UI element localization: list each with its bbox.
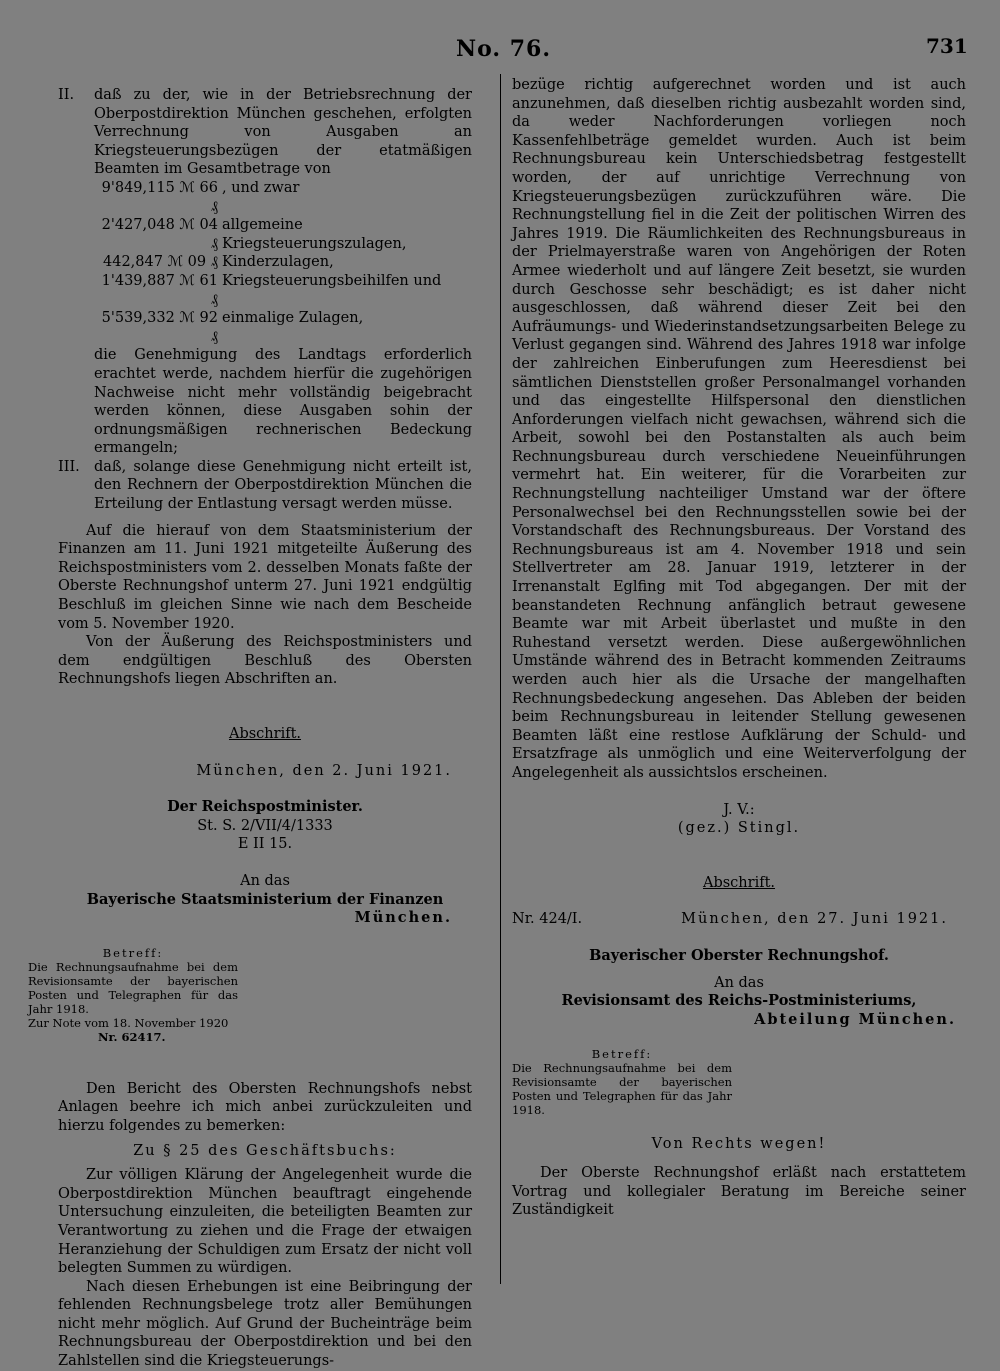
issue-number: No. 76. bbox=[456, 36, 551, 62]
list-text: daß zu der, wie in der Betriebsrechnung der Oberpostdirektion München geschehen, erfolgten Verrechnung von Ausgaben an Kriegsteuerungsbezügen der etatmäßigen Beamten im Gesamtbetrage von bbox=[94, 87, 472, 178]
paragraph: Der Oberste Rechnungshof erläßt nach erstattetem Vortrag und kollegialer Beratung im Bereiche seiner Zuständigkeit bbox=[512, 1164, 966, 1219]
reference-line bbox=[512, 910, 966, 929]
reference-number: St. S. 2/VII/4/1333 bbox=[197, 817, 333, 834]
list-item-3 bbox=[58, 458, 472, 514]
amount-row bbox=[94, 309, 472, 346]
list-number: III. bbox=[58, 458, 80, 475]
left-column bbox=[28, 86, 472, 1371]
salutation: An das bbox=[240, 872, 290, 889]
paragraph: Auf die hierauf von dem Staatsministerium der Finanzen am 11. Juni 1921 mitgeteilte Äußerung des Reichspostministers vom 2. desselben Monats faßte der Oberste Rechnungshof unterm 27. Juni 1921 endgültig Beschluß im gleichen Sinne wie nach dem Bescheide vom 5. November 1920. bbox=[58, 522, 472, 632]
subject-block bbox=[512, 1047, 732, 1117]
list-text-rest: die Genehmigung des Landtags erforderlich erachtet werde, nachdem hierfür die zugehörigen Nachweise nicht mehr vollständig beigebracht werden können, diese Ausgaben sohin der ordnungsmäßigen rechnerischen Bedeckung ermangeln; bbox=[94, 347, 472, 457]
amount-value: 9'849,115 ℳ 66 ₰ bbox=[101, 179, 218, 215]
reference-number: E II 15. bbox=[237, 836, 293, 853]
section-heading: Zu § 25 des Geschäftsbuchs: bbox=[133, 1142, 397, 1159]
list-number: II. bbox=[58, 87, 75, 103]
recipient-city: München. bbox=[354, 909, 452, 927]
note-reference: Zur Note vom 18. November 1920 bbox=[28, 1015, 229, 1030]
paragraph-continued: bezüge richtig aufgerechnet worden und ist auch anzunehmen, daß dieselben richtig ausbezahlt worden sind, da weder Nachforderungen vorliegen noch Kassenfehlbeträge gemeldet wurden. Auch ist beim Rechnungsbureau kein Unterschiedsbetrag festgestellt worden, der auf unrichtige Verrechnung von Kriegsteuerungsbezügen zurückzuführen wäre. Die Rechnungstellung fiel in die Zeit der politischen Wirren des Jahres 1919. Die Räumlichkeiten des Rechnungsbureaus in der Prielmayerstraße waren von Angehörigen der Roten Armee wiederholt und auf längere Zeit besetzt, sie wurden durch Geschosse sehr beschädigt; es ist daher nicht ausgeschlossen, daß während dieser Zeit bei den Aufräumungs- und Wiederinstandsetzungsarbeiten Belege zu Verlust gegangen sind. Während des Jahres 1918 war infolge der zahlreichen Einberufungen zum Heeresdienst bei sämtlichen Dienststellen großer Personalmangel vorhanden und das eingestellte Hilfspersonal den dienstlichen Anforderungen vielfach nicht gewachsen, während sich die Arbeit, sowohl bei den Postanstalten als auch beim Rechnungsbureau durch verschiedene Neueinführungen vermehrt hat. Ein weiterer, für die Vorarbeiten zur Rechnungstellung nachteiliger Umstand war der öftere Personalwechsel bei den Rechnungsstellen sowie bei der Vorstandschaft des Rechnungsbureaus. Der Vorstand des Rechnungsbureaus ist am 4. November 1918 und sein Stellvertreter am 28. Januar 1919, letzterer in der Irrenanstalt Eglfing mit Tod abgegangen. Der mit der beanstandeten Rechnung anfänglich betraut gewesene Beamte war mit Arbeit überlastet und mußte in den Ruhestand versetzt werden. Diese außergewöhnlichen Umstände während des in Betracht kommenden Zeitraums werden auch hier als die Ursache der mangelhaften Rechnungsbedeckung angesehen. Das Ableben der beiden beim Rechnungsbureau in leitender Stellung gewesenen Beamten läßt eine restlose Aufklärung der Schuld- und Ersatzfrage als unmöglich und eine Weiterverfolgung der Angelegenheit als aussichtslos erscheinen. bbox=[512, 77, 966, 781]
subject-label: Betreff: bbox=[591, 1047, 653, 1062]
subject-text: Die Rechnungsaufnahme bei dem Revisionsamte der bayerischen Posten und Telegraphen für das Jahr 1918. bbox=[28, 959, 238, 1016]
signature: (gez.) Stingl. bbox=[677, 820, 801, 837]
subject-label: Betreff: bbox=[102, 945, 164, 960]
amount-text: allgemeine Kriegsteuerungszulagen, bbox=[222, 217, 407, 252]
sender: Bayerischer Oberster Rechnungshof. bbox=[589, 946, 889, 964]
list-text: daß, solange diese Genehmigung nicht erteilt ist, den Rechnern der Oberpostdirektion München die Erteilung der Entlastung versagt werden müsse. bbox=[94, 458, 472, 513]
copy-heading: Abschrift. bbox=[702, 874, 776, 891]
sender: Der Reichspostminister. bbox=[167, 798, 363, 816]
subject-text: Die Rechnungsaufnahme bei dem Revisionsamte der bayerischen Posten und Telegraphen für das Jahr 1918. bbox=[512, 1061, 732, 1118]
amount-value: 2'427,048 ℳ 04 ₰ bbox=[101, 217, 218, 252]
amount-row bbox=[94, 179, 472, 216]
right-column bbox=[512, 76, 966, 1220]
amount-text: , und zwar bbox=[222, 179, 300, 196]
note-number: Nr. 62417. bbox=[98, 1029, 166, 1044]
signature-prefix: J. V.: bbox=[723, 801, 755, 818]
paragraph: Den Bericht des Obersten Rechnungshofs nebst Anlagen beehre ich mich anbei zurückzuleiten und hierzu folgendes zu bemerken: bbox=[58, 1080, 472, 1134]
amount-text: Kinderzulagen, bbox=[222, 254, 334, 271]
column-divider bbox=[500, 74, 501, 1284]
amount-text: Kriegsteuerungsbeihilfen und bbox=[222, 272, 442, 289]
recipient: Revisionsamt des Reichs-Postministeriums, bbox=[561, 992, 917, 1010]
page-number: 731 bbox=[926, 34, 968, 58]
amount-text: einmalige Zulagen, bbox=[222, 310, 364, 327]
recipient: Bayerische Staatsministerium der Finanzen bbox=[86, 890, 444, 908]
letter-date: München, den 27. Juni 1921. bbox=[681, 911, 948, 928]
list-item-2 bbox=[58, 86, 472, 458]
letter-date: München, den 2. Juni 1921. bbox=[196, 762, 452, 779]
amount-value: 1'439,887 ℳ 61 ₰ bbox=[101, 272, 218, 308]
amount-value: 442,847 ℳ 09 ₰ bbox=[103, 254, 218, 271]
paragraph: Nach diesen Erhebungen ist eine Beibringung der fehlenden Rechnungsbelege trotz aller Bemühungen nicht mehr möglich. Auf Grund der Bucheinträge beim Rechnungsbureau der Oberpostdirektion und bei den Zahlstellen sind die Kriegsteuerungs- bbox=[58, 1278, 472, 1370]
paragraph: Zur völligen Klärung der Angelegenheit wurde die Oberpostdirektion München beauftragt eingehende Untersuchung einzuleiten, die beteiligten Beamten zur Verantwortung zu ziehen und die Frage der etwaigen Heranziehung der Schuldigen zum Ersatz der nicht voll belegten Summen zu würdigen. bbox=[58, 1167, 472, 1277]
amount-row bbox=[94, 253, 472, 272]
recipient-department: Abteilung München. bbox=[754, 1010, 956, 1028]
reference-number: Nr. 424/I. bbox=[512, 911, 583, 928]
amount-row bbox=[94, 272, 472, 309]
paragraph: Von der Äußerung des Reichspostministers und dem endgültigen Beschluß des Obersten Rechnungshofs liegen Abschriften an. bbox=[58, 634, 472, 688]
amount-row bbox=[94, 216, 472, 253]
decree-heading: Von Rechts wegen! bbox=[651, 1136, 827, 1153]
copy-heading: Abschrift. bbox=[228, 726, 302, 742]
salutation: An das bbox=[714, 974, 764, 991]
list-body bbox=[94, 86, 472, 458]
subject-block bbox=[28, 946, 238, 1044]
amount-value: 5'539,332 ℳ 92 ₰ bbox=[101, 310, 218, 345]
